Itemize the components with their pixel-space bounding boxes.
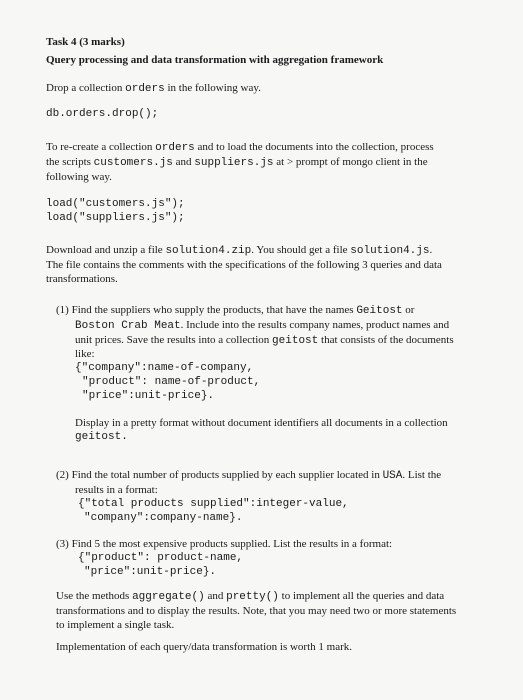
load-command-customers: load("customers.js"); bbox=[46, 198, 185, 210]
footer-line-1: Use the methods aggregate() and pretty() to implement all the queries and data bbox=[56, 590, 445, 603]
q2-line-1: (2) Find the total number of products supplied by each supplier located in USA. List the bbox=[56, 469, 442, 482]
recreate-line-3: following way. bbox=[46, 171, 112, 183]
recreate-line-1: To re-create a collection orders and to load the documents into the collection, process bbox=[46, 141, 434, 154]
q1-display-line-2: geitost. bbox=[75, 431, 128, 443]
q3-line-1: (3) Find 5 the most expensive products supplied. List the results in a format: bbox=[56, 538, 393, 550]
download-line-1: Download and unzip a file solution4.zip. You should get a file solution4.js. bbox=[46, 244, 433, 257]
footer-line-3: to implement a single task. bbox=[56, 619, 175, 631]
q1-line-3: unit prices. Save the results into a collection geitost that consists of the documents bbox=[75, 334, 454, 347]
q1-line-1: (1) Find the suppliers who supply the products, that have the names Geitost or bbox=[56, 304, 415, 317]
q2-format-company: "company":company-name}. bbox=[84, 512, 243, 524]
load-command-suppliers: load("suppliers.js"); bbox=[46, 212, 185, 224]
q1-format-price: "price":unit-price}. bbox=[82, 390, 215, 402]
download-line-3: transformations. bbox=[46, 273, 118, 285]
download-line-2: The file contains the comments with the specifications of the following 3 queries and data bbox=[46, 259, 442, 271]
q1-line-4: like: bbox=[75, 348, 95, 360]
task-subtitle: Query processing and data transformation with aggregation framework bbox=[46, 54, 384, 66]
task-title: Task 4 (3 marks) bbox=[46, 36, 125, 48]
recreate-line-2: the scripts customers.js and suppliers.js at > prompt of mongo client in the bbox=[46, 156, 428, 169]
q2-format-total: {"total products supplied":integer-value, bbox=[78, 498, 349, 510]
q1-format-product: "product": name-of-product, bbox=[82, 376, 261, 388]
q2-line-2: results in a format: bbox=[75, 484, 158, 496]
drop-instruction: Drop a collection orders in the following way. bbox=[46, 82, 261, 95]
q1-line-2: Boston Crab Meat. Include into the results company names, product names and bbox=[75, 319, 450, 332]
q3-format-product: {"product": product-name, bbox=[78, 552, 244, 564]
footer-line-2: transformations and to display the results. Note, that you may need two or more statements bbox=[56, 605, 457, 617]
footer-line-4: Implementation of each query/data transformation is worth 1 mark. bbox=[56, 641, 352, 653]
drop-command: db.orders.drop(); bbox=[46, 108, 159, 120]
q1-display-line-1: Display in a pretty format without document identifiers all documents in a collection bbox=[75, 417, 448, 429]
q1-format-company: {"company":name-of-company, bbox=[75, 362, 254, 374]
q3-format-price: "price":unit-price}. bbox=[84, 566, 217, 578]
